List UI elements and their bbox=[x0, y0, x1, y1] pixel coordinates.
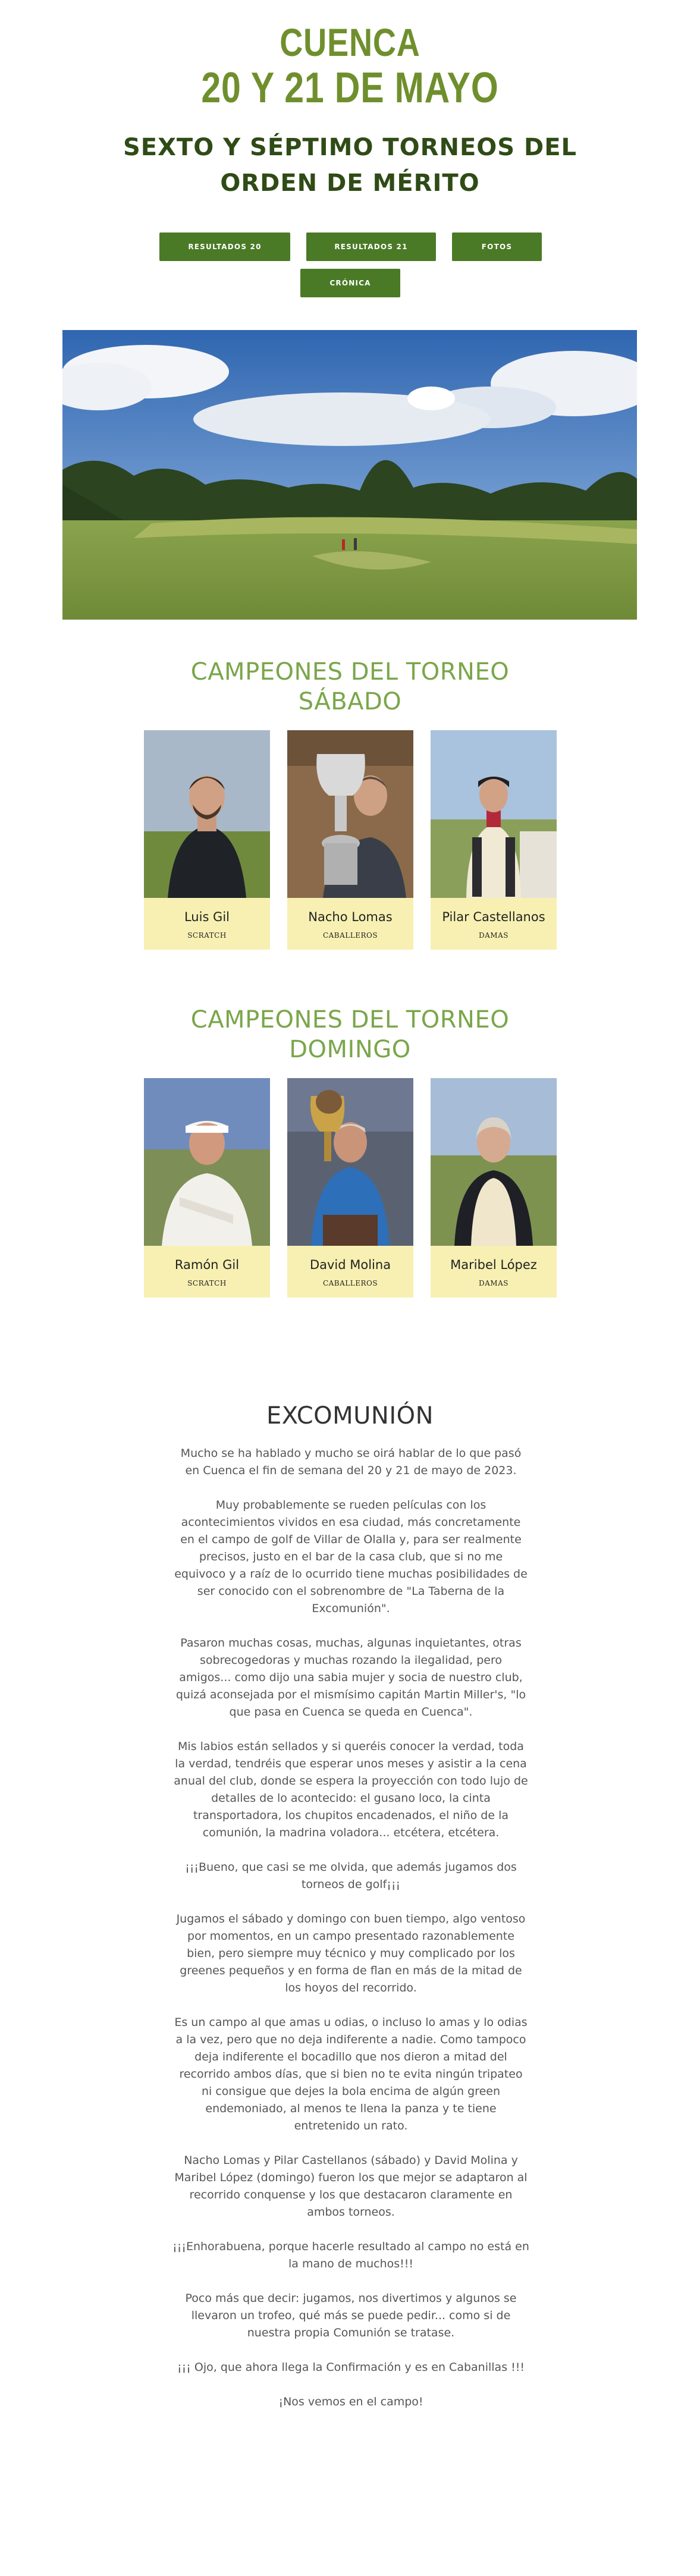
winner-photo bbox=[287, 1078, 413, 1246]
winner-card bbox=[144, 1078, 270, 1298]
chronicle-paragraph: Mis labios están sellados y si queréis conocer la verdad, toda la verdad, tendréis que esperar unos meses y asistir a la cena anual del club, donde se espera la proyección con todo lujo de detalles de lo acontecido: el gusano loco, la cinta transportadora, los chupitos encadenados, el niño de la comunión, la madrina voladora... etcétera, etcétera. bbox=[174, 1740, 528, 1839]
winner-card bbox=[144, 730, 270, 950]
winner-category: DAMAS bbox=[479, 1279, 508, 1287]
chronicle-paragraph: Muy probablemente se rueden películas con los acontecimientos vividos en esa ciudad, más concretamente en el campo de golf de Villar de Olalla y, para ser realmente precisos, justo en el bar de la casa club, que si no me equivoco y a raíz de lo ocurrido tiene muchas posibilidades de ser conocido con el sobrenombre de "La Taberna de la Excomunión". bbox=[174, 1499, 528, 1615]
dates-title: 20 Y 21 DE MAYO bbox=[201, 64, 499, 112]
chronicle-paragraph: Mucho se ha hablado y mucho se oirá hablar de lo que pasó en Cuenca el fin de semana del 20 y 21 de mayo de 2023. bbox=[180, 1447, 522, 1477]
sunday-heading-line-2: DOMINGO bbox=[289, 1036, 411, 1063]
chronicle-paragraph: Pasaron muchas cosas, muchas, algunas inquietantes, otras sobrecogedoras y muchas rozando la ilegalidad, pero amigos... como dijo una sabia mujer y socia de nuestro club, quizá aconsejada por el mismísimo capitán Martin Miller's, "lo que pasa en Cuenca se queda en Cuenca". bbox=[175, 1636, 526, 1719]
winner-name: Ramón Gil bbox=[174, 1258, 240, 1272]
chronicle-paragraph: Jugamos el sábado y domingo con buen tiempo, algo ventoso por momentos, en un campo presentado razonablemente bien, pero siempre muy técnico y muy complicado por los greenes pequeños y en forma de flan en más de la mitad de los hoyos del recorrido. bbox=[176, 1912, 526, 1994]
subtitle-line-2: ORDEN DE MÉRITO bbox=[220, 169, 480, 197]
winner-name: Nacho Lomas bbox=[308, 910, 393, 924]
chronicle-body bbox=[172, 1445, 529, 2428]
winner-photo bbox=[144, 730, 270, 898]
winner-card bbox=[431, 1078, 557, 1298]
city-title: CUENCA bbox=[280, 20, 420, 64]
chronicle-paragraph: Nacho Lomas y Pilar Castellanos (sábado) y David Molina y Maribel López (domingo) fueron los que mejor se adaptaron al recorrido conquense y los que destacaron claramente en ambos torneos. bbox=[174, 2154, 528, 2219]
chronicle-title: EXCOMUNIÓN bbox=[266, 1402, 434, 1430]
subtitle-line-1: SEXTO Y SÉPTIMO TORNEOS DEL bbox=[123, 134, 577, 161]
saturday-heading-line-1: CAMPEONES DEL TORNEO bbox=[190, 658, 510, 686]
page-subtitle bbox=[0, 130, 700, 201]
winner-name: Pilar Castellanos bbox=[442, 910, 545, 924]
winner-category: CABALLEROS bbox=[322, 931, 378, 940]
results-21-button[interactable]: RESULTADOS 21 bbox=[306, 233, 436, 261]
winner-category: CABALLEROS bbox=[322, 1279, 378, 1287]
winner-photo bbox=[431, 1078, 557, 1246]
winner-name: Maribel López bbox=[450, 1258, 537, 1272]
winner-name: Luis Gil bbox=[184, 910, 230, 924]
winner-photo bbox=[431, 730, 557, 898]
winner-card bbox=[287, 1078, 413, 1298]
sunday-heading bbox=[0, 1005, 700, 1064]
winner-photo bbox=[287, 730, 413, 898]
chronicle-paragraph: ¡¡¡Bueno, que casi se me olvida, que además jugamos dos torneos de golf¡¡¡ bbox=[185, 1861, 517, 1891]
winner-category: DAMAS bbox=[479, 931, 508, 940]
winner-card bbox=[287, 730, 413, 950]
winner-category: SCRATCH bbox=[187, 931, 227, 940]
saturday-heading-line-2: SÁBADO bbox=[298, 688, 402, 715]
winner-photo bbox=[144, 1078, 270, 1246]
results-20-button[interactable]: RESULTADOS 20 bbox=[159, 233, 290, 261]
sunday-heading-line-1: CAMPEONES DEL TORNEO bbox=[190, 1006, 510, 1033]
chronicle-paragraph: Poco más que decir: jugamos, nos divertimos y algunos se llevaron un trofeo, qué más se puede pedir... como si de nuestra propia Comunión se tratase. bbox=[185, 2292, 517, 2339]
saturday-heading bbox=[0, 657, 700, 717]
chronicle-paragraph: ¡¡¡ Ojo, que ahora llega la Confirmación y es en Cabanillas !!! bbox=[177, 2361, 525, 2374]
winner-category: SCRATCH bbox=[187, 1279, 227, 1287]
photos-button[interactable]: FOTOS bbox=[452, 233, 542, 261]
winner-card bbox=[431, 730, 557, 950]
winner-name: David Molina bbox=[309, 1258, 391, 1272]
chronicle-button[interactable]: CRÓNICA bbox=[300, 269, 400, 297]
golf-course-photo bbox=[62, 330, 637, 620]
chronicle-paragraph: Es un campo al que amas u odias, o incluso lo amas y lo odias a la vez, pero que no deja indiferente a nadie. Como tampoco deja indiferente el bocadillo que nos dieron a mitad del recorrido ambos días, que si bien no te evita ningún tripateo ni consigue que dejes la bola encima de algún green endemoniado, al menos te llena la panza y te tiene entretenido un rato. bbox=[174, 2016, 528, 2132]
chronicle-paragraph: ¡¡¡Enhorabuena, porque hacerle resultado al campo no está en la mano de muchos!!! bbox=[172, 2240, 529, 2270]
chronicle-paragraph: ¡Nos vemos en el campo! bbox=[278, 2395, 423, 2408]
